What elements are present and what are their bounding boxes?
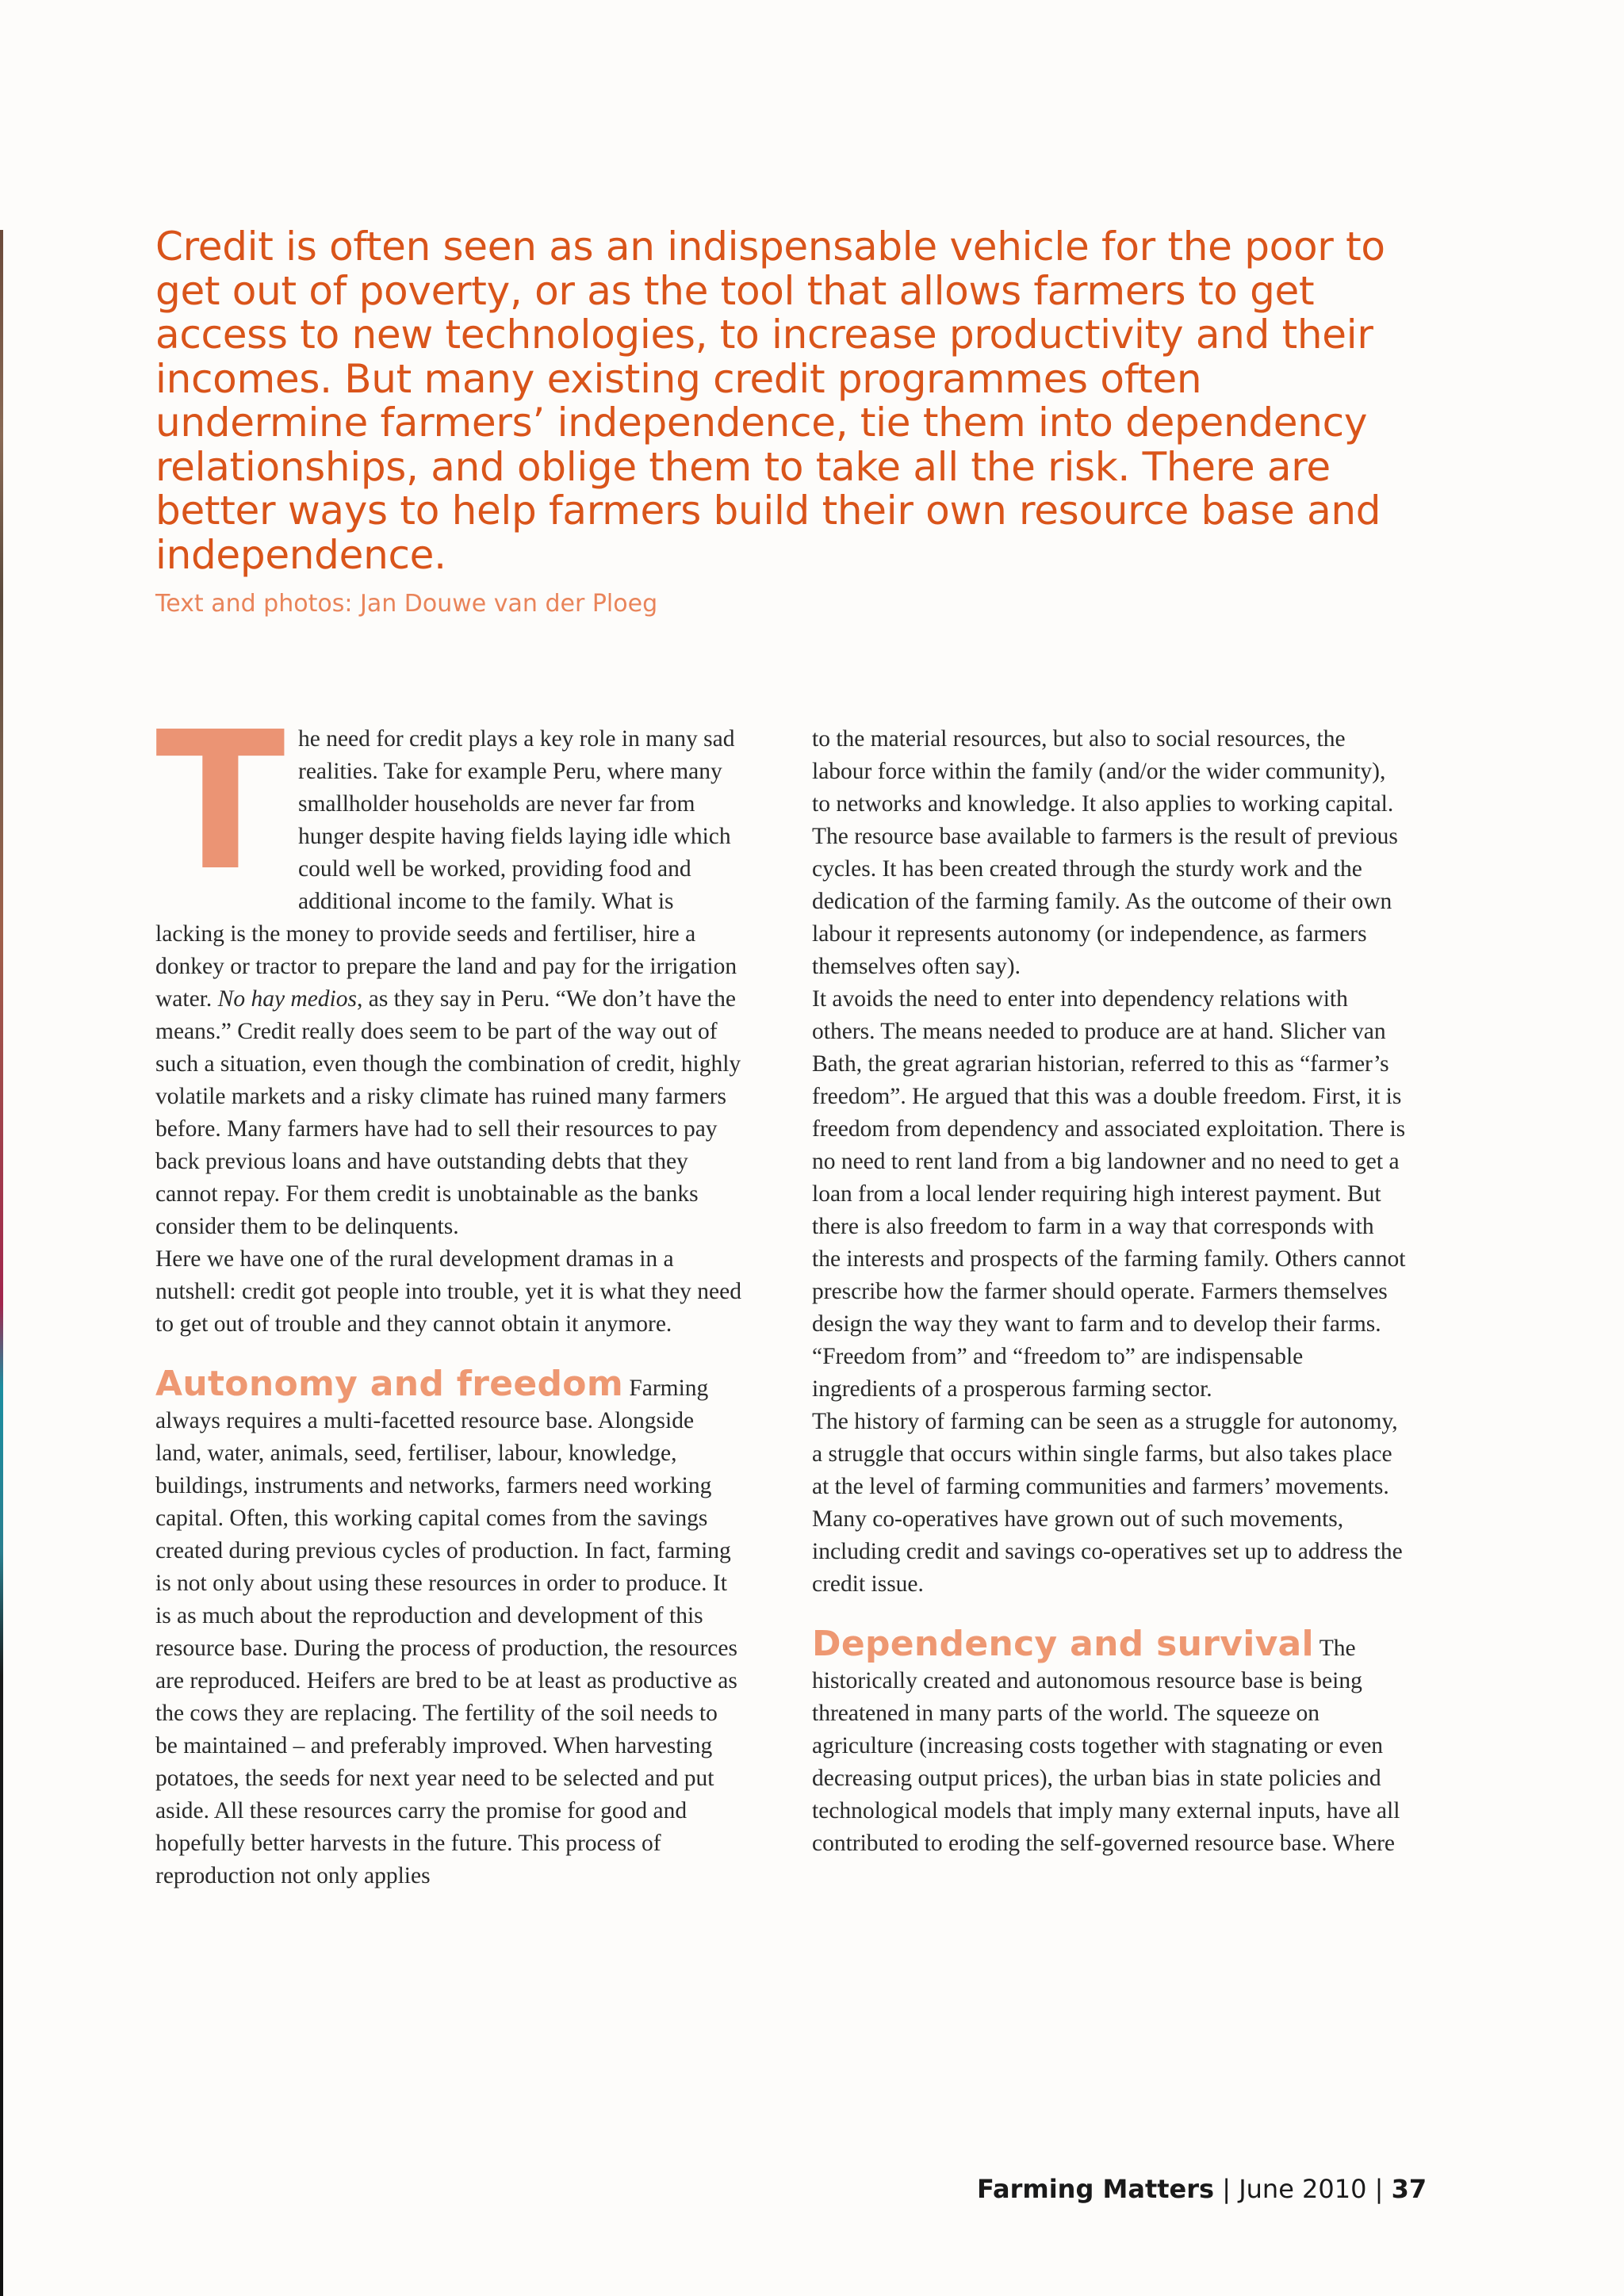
- issue-date: June 2010: [1239, 2174, 1367, 2204]
- paragraph: Autonomy and freedom Farming always requires a multi-facetted resource base. Alongside land, water, animals, seed, fertiliser, labour, knowledge, buildings, instruments and networks, farmers need working capital. Often, this working capital comes from the savings created during previous cycles of production. In fact, farming is not only about using these resources in order to produce. It is as much about the reproduction and development of this resource base. During the process of production, the resources are reproduced. Heifers are bred to be at least as productive as the cows they are replacing. The fertility of the soil needs to be maintained – and preferably improved. When harvesting potatoes, the seeds for next year need to be selected and put aside. All these resources carry the promise for good and hopefully better harvests in the future. This process of reproduction not only applies: [155, 1364, 737, 1888]
- paragraph: The history of farming can be seen as a struggle for autonomy, a struggle that occurs within single farms, but also takes place at the level of farming communities and farmers’ movements. Many co-operatives have grown out of such movements, including credit and savings co-operatives set up to address the credit issue.: [812, 1409, 1403, 1597]
- paragraph: Here we have one of the rural development dramas in a nutshell: credit got people into trouble, yet it is what they need to get out of trouble and they cannot obtain it anymore.: [155, 1246, 741, 1337]
- magazine-title: Farming Matters: [977, 2174, 1215, 2204]
- drop-cap: T: [155, 691, 285, 913]
- intro-standfirst: Credit is often seen as an indispensable vehicle for the poor to get out of poverty, or as the tool that allows farmers to get access to new technologies, to increase productivity and their incomes. But many existing credit programmes often undermine farmers’ independence, tie them into dependency relationships, and oblige them to take all the risk. There are better ways to help farmers build their own resource base and independence.: [155, 224, 1385, 578]
- body-column-right: [812, 723, 1407, 1860]
- paragraph: Dependency and survival The historically created and autonomous resource base is being threatened in many parts of the world. The squeeze on agriculture (increasing costs together with stagnating or even decreasing output prices), the urban bias in state policies and technological models that imply many external inputs, have all contributed to eroding the self-governed resource base. Where: [812, 1624, 1400, 1856]
- section-heading: Autonomy and freedom: [155, 1364, 623, 1404]
- body-column-left: [155, 691, 742, 1892]
- byline: Text and photos: Jan Douwe van der Ploeg: [155, 590, 658, 618]
- page-footer: Farming Matters | June 2010 | 37: [977, 2174, 1427, 2204]
- paragraph: The need for credit plays a key role in many sad realities. Take for example Peru, where many smallholder households are never far from hunger despite having fields laying idle which could well be worked, providing food and additional income to the family. What is lacking is the money to provide seeds and fertiliser, hire a donkey or tractor to prepare the land and pay for the irrigation water. No hay medios, as they say in Peru. “We don’t have the means.” Credit really does seem to be part of the way out of such a situation, even though the combination of credit, highly volatile markets and a risky climate has ruined many farmers before. Many farmers have had to sell their resources to pay back previous loans and have outstanding debts that they cannot repay. For them credit is unobtainable as the banks consider them to be delinquents.: [155, 691, 741, 1239]
- paragraph: to the material resources, but also to social resources, the labour force within the family (and/or the wider community), to networks and knowledge. It also applies to working capital.: [812, 726, 1394, 817]
- page-number: 37: [1391, 2174, 1427, 2204]
- paragraph: The resource base available to farmers is the result of previous cycles. It has been created through the sturdy work and the dedication of the farming family. As the outcome of their own labour it represents autonomy (or independence, as farmers themselves often say).: [812, 824, 1398, 979]
- paragraph: It avoids the need to enter into dependency relations with others. The means needed to produce are at hand. Slicher van Bath, the great agrarian historian, referred to this as “farmer’s freedom”. He argued that this was a double freedom. First, it is freedom from dependency and associated exploitation. There is no need to rent land from a big landowner and no need to get a loan from a local lender requiring high interest payment. But there is also freedom to farm in a way that corresponds with the interests and prospects of the farming family. Others cannot prescribe how the farmer should operate. Farmers themselves design the way they want to farm and to develop their farms. “Freedom from” and “freedom to” are indispensable ingredients of a prosperous farming sector.: [812, 986, 1406, 1402]
- section-heading: Dependency and survival: [812, 1624, 1314, 1664]
- photo-edge-strip: [0, 230, 3, 2296]
